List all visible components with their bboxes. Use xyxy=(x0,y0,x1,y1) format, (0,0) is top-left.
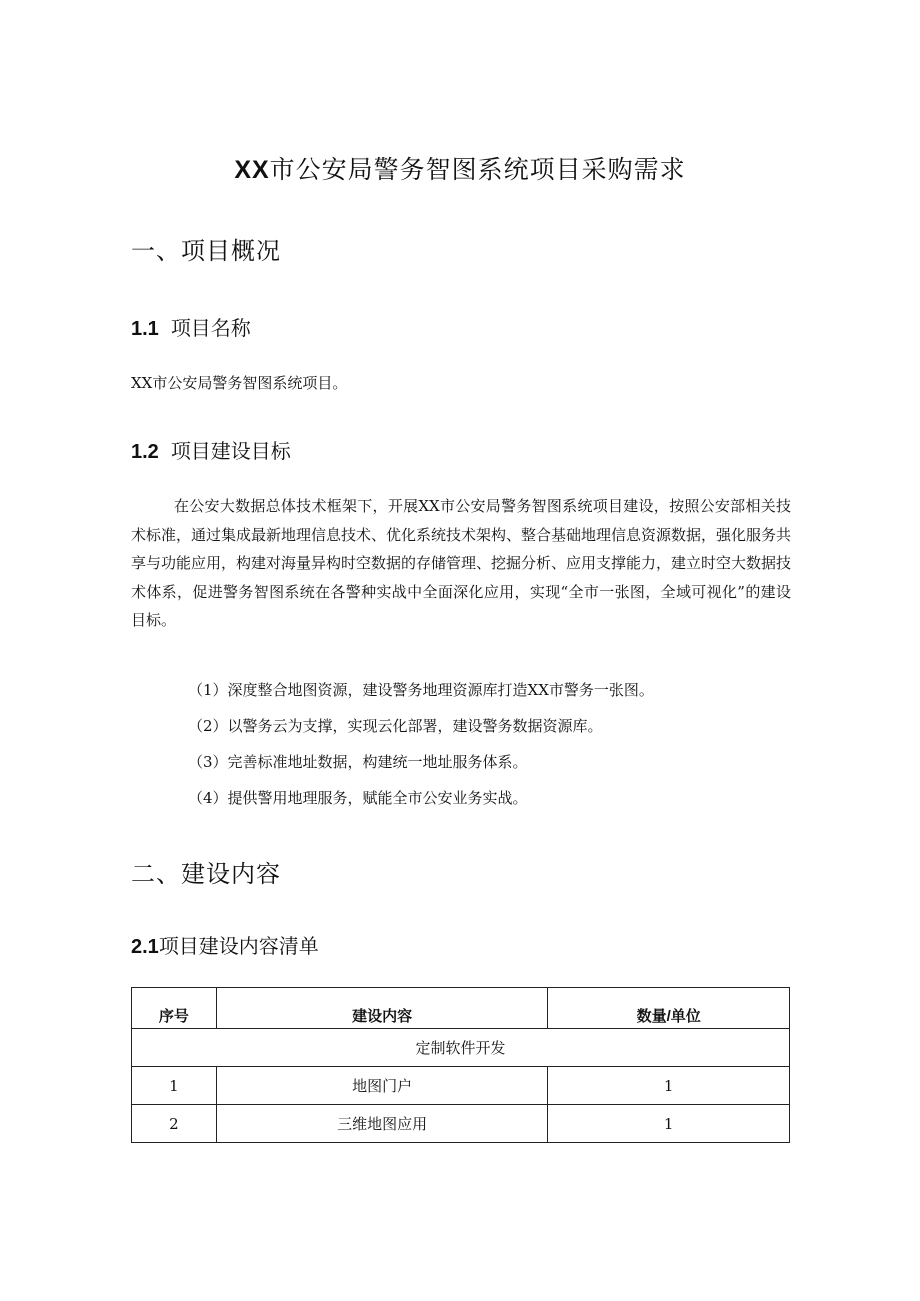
subsection-number: 2.1 xyxy=(131,936,159,958)
table-row xyxy=(132,1067,790,1105)
section-heading-overview: 一、项目概况 xyxy=(131,237,281,265)
table-header-cell: 数量/单位 xyxy=(548,988,790,1029)
table-cell-qty: 1 xyxy=(548,1067,790,1105)
subsection-heading-project-goal xyxy=(131,435,291,464)
content-table xyxy=(131,987,790,1143)
subsection-heading-content-list xyxy=(131,930,319,959)
table-cell-content: 三维地图应用 xyxy=(216,1105,547,1143)
subsection-heading-project-name xyxy=(131,312,251,341)
project-goal-paragraph: 在公安大数据总体技术框架下，开展XX市公安局警务智图系统项目建设，按照公安部相关技术标准，通过集成最新地理信息技术、优化系统技术架构、整合基础地理信息资源数据，强化服务共享与功能应用，构建对海量异构时空数据的存储管理、挖掘分析、应用支撑能力，建立时空大数据技术体系，促进警务智图系统在各警种实战中全面深化应用，实现“全市一张图，全域可视化”的建设目标。 xyxy=(131,497,792,629)
subsection-label: 项目建设内容清单 xyxy=(158,934,319,958)
table-header-row xyxy=(132,988,790,1029)
table-header-cell: 序号 xyxy=(132,988,217,1029)
subsection-number: 1.2 xyxy=(131,441,159,463)
title-prefix: XX xyxy=(234,156,270,184)
list-item: （3）完善标准地址数据，构建统一地址服务体系。 xyxy=(188,753,528,771)
goal-list xyxy=(188,672,654,816)
table-group-row xyxy=(132,1029,790,1067)
table-row xyxy=(132,1105,790,1143)
subsection-number: 1.1 xyxy=(131,318,159,340)
project-name-text: XX市公安局警务智图系统项目。 xyxy=(131,374,348,392)
table-cell-content: 地图门户 xyxy=(216,1067,547,1105)
table-cell-no: 2 xyxy=(132,1105,217,1143)
document-title xyxy=(0,150,920,186)
list-item: （2）以警务云为支撑，实现云化部署，建设警务数据资源库。 xyxy=(188,717,603,735)
list-item: （4）提供警用地理服务，赋能全市公安业务实战。 xyxy=(188,789,528,807)
table-group-cell: 定制软件开发 xyxy=(132,1029,790,1067)
subsection-label: 项目名称 xyxy=(170,316,251,340)
title-text: 市公安局警务智图系统项目采购需求 xyxy=(269,155,686,184)
subsection-label: 项目建设目标 xyxy=(170,439,291,463)
table-cell-qty: 1 xyxy=(548,1105,790,1143)
list-item: （1）深度整合地图资源，建设警务地理资源库打造XX市警务一张图。 xyxy=(188,681,654,699)
table-header-cell: 建设内容 xyxy=(216,988,547,1029)
section-heading-construction: 二、建设内容 xyxy=(131,860,281,888)
table-cell-no: 1 xyxy=(132,1067,217,1105)
